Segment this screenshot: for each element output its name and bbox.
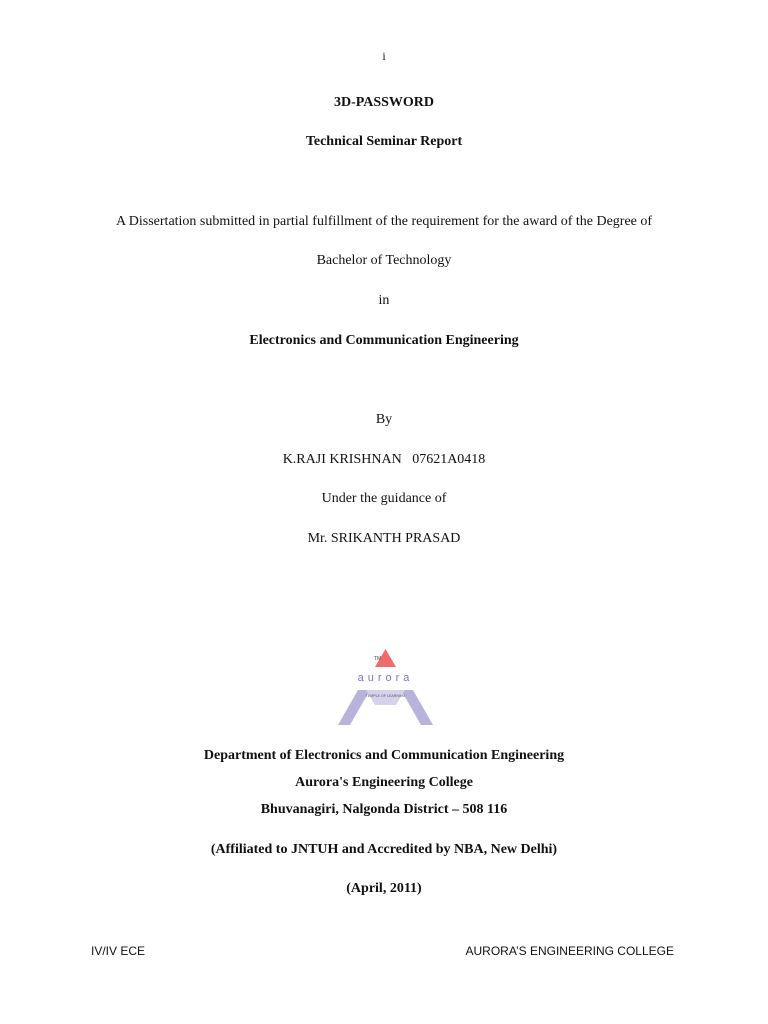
by-connector: By [375,412,393,427]
logo-tm: TM [374,656,382,662]
footer-right: AURORA’S ENGINEERING COLLEGE [465,944,674,958]
college-name: Aurora's Engineering College [295,775,473,790]
affiliation-note: (Affiliated to JNTUH and Accredited by NBA, New Delhi) [210,842,558,857]
guidance-label: Under the guidance of [321,491,447,506]
logo-wordmark: aurora [357,672,414,684]
footer-left: IV/IV ECE [91,944,146,958]
report-date: (April, 2011) [346,881,422,896]
college-address: Bhuvanagiri, Nalgonda District – 508 116 [260,802,508,817]
department-name: Department of Electronics and Communication Engineering [203,748,565,763]
in-connector: in [378,293,390,308]
student-name: K.RAJI KRISHNAN 07621A0418 [282,452,486,467]
report-title: 3D-PASSWORD [333,95,435,110]
page-number: i [382,49,386,63]
branch-name: Electronics and Communication Engineering [249,333,519,348]
report-subtitle: Technical Seminar Report [305,134,463,149]
logo-tagline: TEMPLE OF LEARNING [365,694,406,698]
aurora-logo [338,645,433,729]
degree-name: Bachelor of Technology [316,253,452,268]
dissertation-statement: A Dissertation submitted in partial fulfillment of the requirement for the award of the Degree of [115,214,653,229]
guide-name: Mr. SRIKANTH PRASAD [307,531,461,546]
